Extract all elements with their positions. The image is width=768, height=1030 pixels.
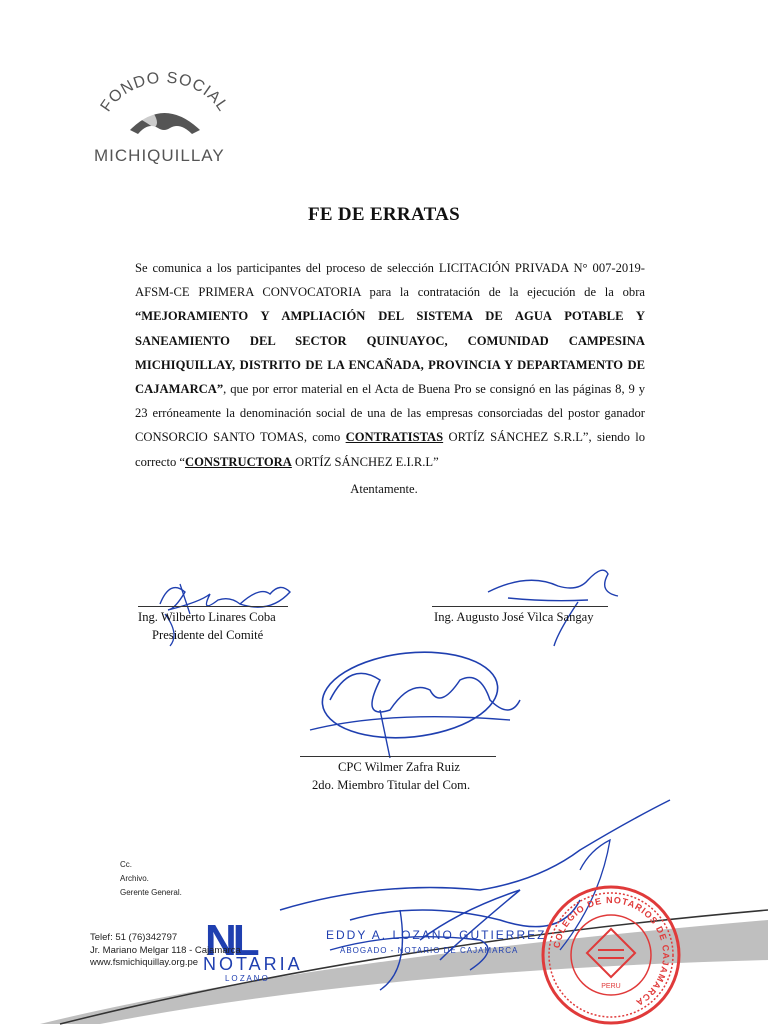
document-title: FE DE ERRATAS: [307, 204, 461, 225]
paragraph-middle: , que por error material en el Acta de Buena Pro se consignó en las páginas 8, 9 y 23 erróneamente la denominación social de una de las empresas consorciadas del postor ganador CONSORCIO SANTO TOMAS, como: [135, 382, 645, 445]
contact-address: Jr. Mariano Melgar 118 - Cajamarca: [90, 944, 241, 956]
contact-phone: Telef: 51 (76)342797: [90, 932, 178, 943]
notary-name: EDDY A. LOZANO GUTIERREZ: [326, 928, 547, 942]
seal-bottom-text: PERU: [601, 983, 621, 990]
notary-logo-sub: L O Z A N O: [225, 974, 268, 983]
logo-bottom-text: MICHIQUILLAY: [94, 146, 225, 165]
notary-logo-letters: NL: [205, 916, 256, 965]
notary-logo-word: NOTARIA: [203, 954, 303, 974]
signature-block-1: [130, 574, 300, 654]
contact-block: [90, 932, 241, 970]
signature-3-icon: [290, 640, 540, 760]
project-name: “MEJORAMIENTO Y AMPLIACIÓN DEL SISTEMA DE AGUA POTABLE Y SANEAMIENTO DEL SECTOR QUINUAYOC, COMUNIDAD CAMPESINA MICHIQUILLAY, DISTRITO DE LA ENCAÑADA, PROVINCIA Y DEPARTAMENTO DE CAJAMARCA”: [135, 309, 645, 397]
paragraph-intro: Se comunica a los participantes del proceso de selección LICITACIÓN PRIVADA N° 007-2019-AFSM-CE PRIMERA CONVOCATORIA para la contratación de la ejecución de la obra: [135, 261, 645, 300]
signature-2-icon: [468, 562, 628, 652]
signatory-1-role: Presidente del Comité: [152, 628, 264, 642]
cc-line: Gerente General.: [120, 888, 182, 897]
cc-line: Archivo.: [120, 874, 149, 883]
notary-title: ABOGADO - NOTARIO DE CAJAMARCA: [340, 946, 519, 955]
signatory-2-name: Ing. Augusto José Vilca Sangay: [434, 610, 594, 624]
signatory-3-role: 2do. Miembro Titular del Com.: [312, 778, 471, 792]
seal-text: COLEGIO DE NOTARIOS DE CAJAMARCA: [551, 894, 672, 1009]
paragraph-after-wrong: ORTÍZ SÁNCHEZ S.R.L”, siendo lo correcto “: [135, 430, 645, 469]
closing-text: Atentamente.: [350, 482, 418, 496]
svg-text:COLEGIO DE NOTARIOS DE CAJAMAR: [551, 895, 671, 1008]
signatory-1-name: Ing. Wilberto Linares Coba: [138, 610, 276, 624]
signature-block-3: [290, 640, 540, 795]
correct-word: CONSTRUCTORA: [185, 454, 292, 469]
logo-top-text: FONDO SOCIAL: [97, 69, 232, 115]
signature-block-2: [428, 562, 628, 652]
paragraph-after-correct: ORTÍZ SÁNCHEZ E.I.R.L”: [291, 454, 439, 469]
cc-block: [120, 858, 182, 900]
contact-website[interactable]: www.fsmichiquillay.org.pe: [90, 957, 199, 968]
notary-seal-icon: [536, 880, 686, 1030]
cc-line: Cc.: [120, 860, 132, 869]
wrong-word: CONTRATISTAS: [345, 430, 444, 445]
signatory-3-name: CPC Wilmer Zafra Ruiz: [338, 760, 461, 774]
body-paragraph: [135, 256, 645, 474]
svg-text:FONDO SOCIAL: [98, 70, 232, 115]
